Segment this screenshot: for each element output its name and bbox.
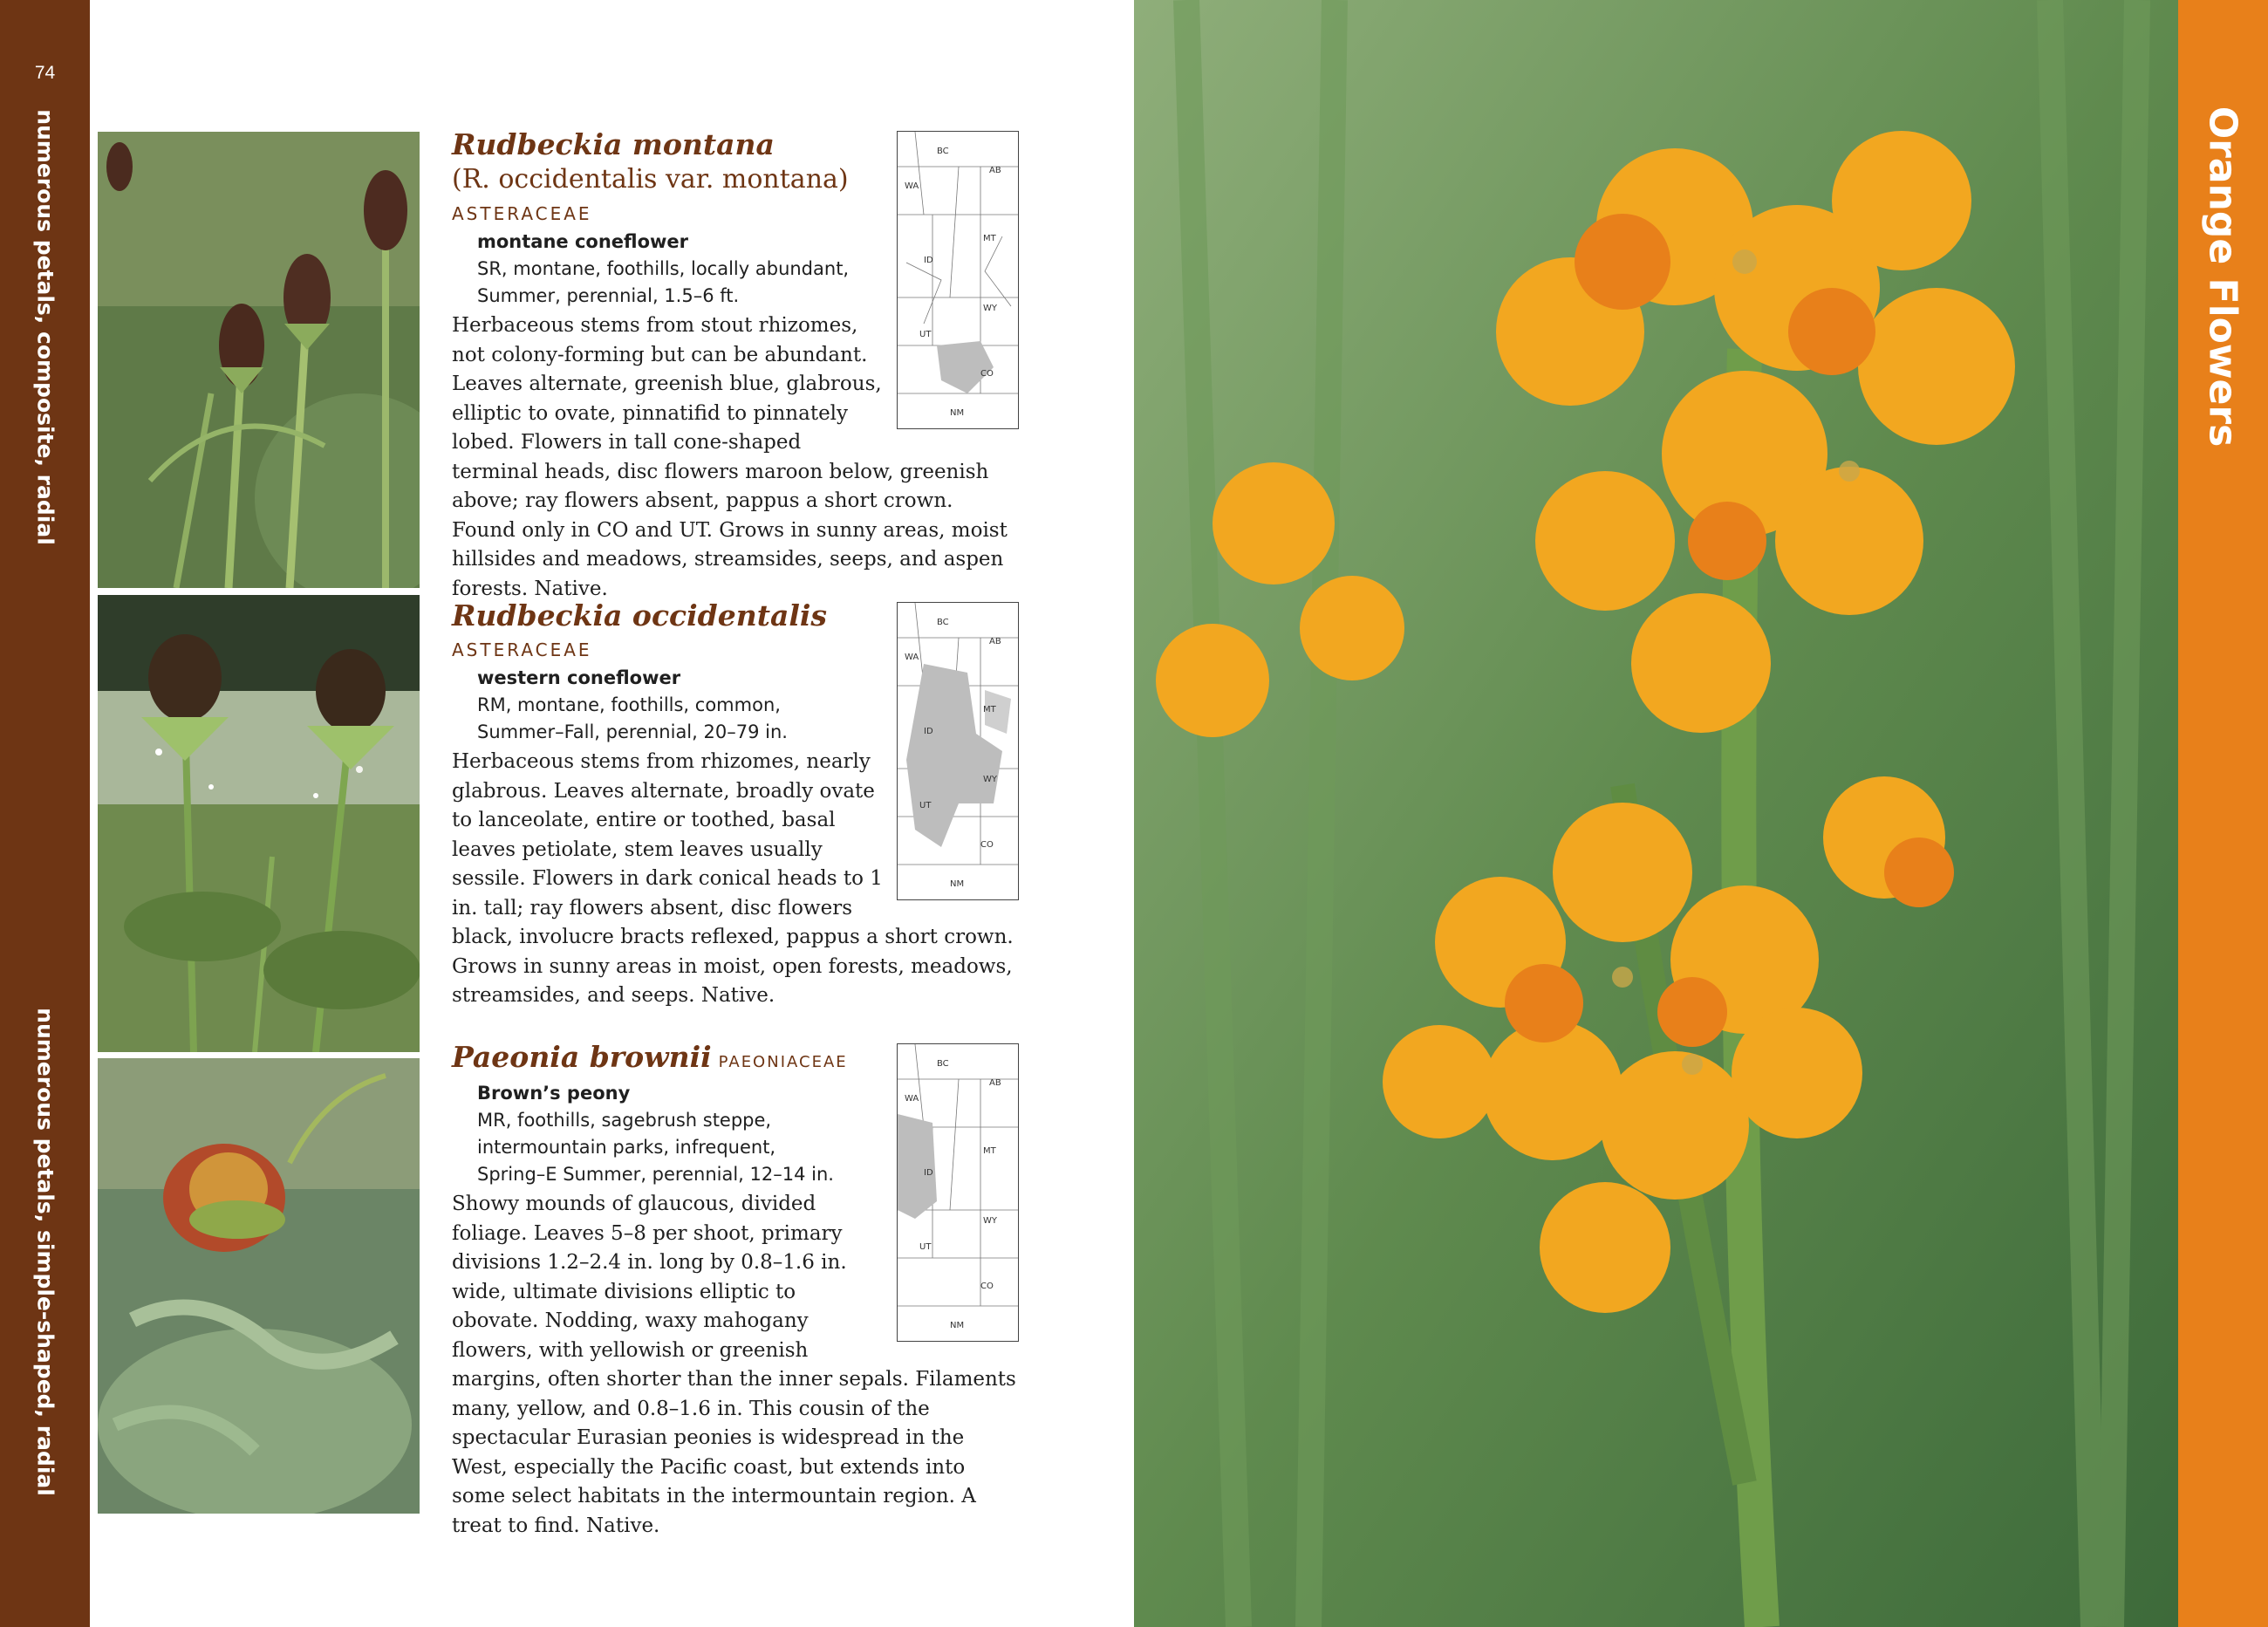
- entry-rudbeckia-montana: [452, 127, 1019, 604]
- species-name-text: Paeonia brownii: [452, 1040, 712, 1074]
- common-name: montane coneflower: [477, 231, 689, 252]
- svg-text:BC: BC: [937, 1059, 949, 1069]
- svg-text:UT: UT: [919, 330, 932, 339]
- habitat-meta: RM, montane, foothills, common,: [477, 694, 781, 715]
- description: Herbaceous stems from rhizomes, nearly glabrous. Leaves alternate, broadly ovate to lanceolate, entire or toothed, basal leaves petiolate, stem leaves usually sessile. Flowers in dark conical heads to 1 in. tall; ray flowers absent, disc flowers black, involucre bracts reflexed, pappus a short crown. Grows in sunny areas in moist, open forests, meadows, streamsides, and seeps. Native.: [452, 750, 1014, 1007]
- svg-text:CO: CO: [980, 1282, 994, 1291]
- season-meta: Summer–Fall, perennial, 20–79 in.: [477, 721, 788, 742]
- svg-text:MT: MT: [983, 234, 996, 243]
- svg-text:ID: ID: [924, 256, 933, 265]
- svg-text:AB: AB: [989, 1078, 1001, 1088]
- svg-text:NM: NM: [950, 879, 965, 889]
- left-sidebar: [0, 0, 90, 1627]
- svg-text:WY: WY: [983, 775, 997, 784]
- photo-paeonia-brownii: [98, 1058, 420, 1514]
- species-name: Rudbeckia montana: [452, 127, 775, 161]
- svg-text:BC: BC: [937, 618, 949, 627]
- svg-text:UT: UT: [919, 1242, 932, 1252]
- page-number: 74: [34, 63, 56, 83]
- svg-text:NM: NM: [950, 408, 965, 418]
- habitat-meta-2: intermountain parks, infrequent,: [477, 1137, 776, 1158]
- common-name: Brown’s peony: [477, 1083, 631, 1104]
- entry-paeonia-brownii: [452, 1040, 1019, 1541]
- svg-text:ID: ID: [924, 727, 933, 736]
- section-tab-label: Orange Flowers: [2200, 106, 2245, 448]
- range-map: [897, 1043, 1019, 1342]
- family-name: PAEONIACEAE: [718, 1053, 848, 1071]
- svg-text:WA: WA: [905, 181, 919, 191]
- svg-text:WA: WA: [905, 653, 919, 662]
- section-label-composite: numerous petals, composite, radial: [32, 109, 58, 545]
- family-name: ASTERACEAE: [452, 639, 592, 660]
- svg-text:UT: UT: [919, 801, 932, 810]
- common-name: western coneflower: [477, 667, 681, 688]
- range-map: [897, 602, 1019, 900]
- description: Herbaceous stems from stout rhizomes, not colony-forming but can be abundant. Leaves alternate, greenish blue, glabrous, elliptic to ovate, pinnatifid to pinnately lobed. Flowers in tall cone-shaped terminal heads, disc flowers maroon below, greenish above; ray flowers absent, pappus a short crown. Found only in CO and UT. Grows in sunny areas, moist hillsides and meadows, streamsides, seeps, and aspen forests. Native.: [452, 314, 1008, 600]
- species-name: Rudbeckia occidentalis: [452, 598, 827, 632]
- family-name: ASTERACEAE: [452, 203, 592, 224]
- svg-text:NM: NM: [950, 1321, 965, 1330]
- habitat-meta: SR, montane, foothills, locally abundant,: [477, 258, 850, 279]
- svg-text:AB: AB: [989, 637, 1001, 646]
- svg-text:WA: WA: [905, 1094, 919, 1104]
- svg-text:AB: AB: [989, 166, 1001, 175]
- description: Showy mounds of glaucous, divided foliage. Leaves 5–8 per shoot, primary divisions 1.2–2.4 in. long by 0.8–1.6 in. wide, ultimate divisions elliptic to obovate. Nodding, waxy mahogany flowers, with yellowish or greenish margins, often shorter than the inner sepals. Filaments many, yellow, and 0.8–1.6 in. This cousin of the spectacular Eurasian peonies is widespread in the West, especially the Pacific coast, but extends into some select habitats in the intermountain region. A treat to find. Native.: [452, 1193, 1016, 1537]
- svg-text:BC: BC: [937, 147, 949, 156]
- svg-text:WY: WY: [983, 304, 997, 313]
- svg-text:WY: WY: [983, 1216, 997, 1226]
- entry-rudbeckia-occidentalis: [452, 598, 1019, 1011]
- svg-text:MT: MT: [983, 1146, 996, 1156]
- photo-orange-flowers: [1134, 0, 2178, 1627]
- season-meta: Spring–E Summer, perennial, 12–14 in.: [477, 1164, 834, 1185]
- svg-text:CO: CO: [980, 369, 994, 379]
- photo-rudbeckia-occidentalis: [98, 595, 420, 1052]
- species-synonym: (R. occidentalis var. montana): [452, 164, 849, 195]
- svg-text:MT: MT: [983, 705, 996, 714]
- season-meta: Summer, perennial, 1.5–6 ft.: [477, 285, 740, 306]
- habitat-meta: MR, foothills, sagebrush steppe,: [477, 1110, 772, 1131]
- photo-rudbeckia-montana: [98, 132, 420, 588]
- svg-text:ID: ID: [924, 1168, 933, 1178]
- section-label-simple: numerous petals, simple-shaped, radial: [32, 1008, 58, 1496]
- range-map: [897, 131, 1019, 429]
- svg-text:CO: CO: [980, 840, 994, 850]
